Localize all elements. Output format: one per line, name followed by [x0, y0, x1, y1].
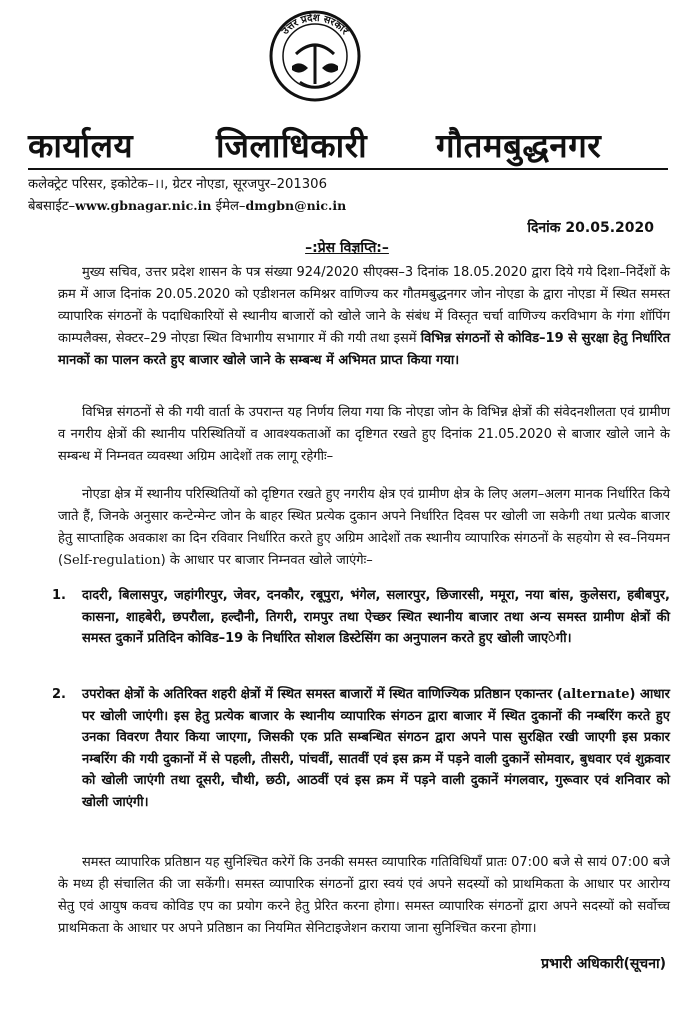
paragraph-1	[58, 262, 670, 372]
paragraph-3-text-b: ) के आधार पर बाजार निम्नवत खोले जाएंगेः–	[160, 553, 373, 568]
email-label: ईमेल–	[215, 199, 246, 214]
officer-title: जिलाधिकारी	[216, 126, 368, 165]
paragraph-3	[58, 484, 670, 572]
paragraph-3-english: Self-regulation	[63, 553, 161, 568]
header-divider	[28, 168, 668, 170]
press-release-title	[0, 238, 694, 257]
contact-line	[28, 196, 346, 214]
list-item-2-text-a: उपरोक्त क्षेत्रों के अतिरिक्त शहरी क्षेत्रों में स्थित समस्त बाजारों में स्थित वाणिज्यिक प्रतिष्ठान एकान्तर (	[82, 687, 563, 702]
press-release-title-text: –:प्रेस विज्ञप्ति:–	[305, 240, 389, 256]
office-title: कार्यालय	[28, 126, 134, 165]
office-address: कलेक्ट्रेट परिसर, इकोटेक–।।, ग्रेटर नोएडा, सूरजपुर–201306	[28, 177, 327, 192]
website-link[interactable]: www.gbnagar.nic.in	[75, 198, 212, 213]
list-item-2-text-b: ) आधार पर खोली जाएंगी। इस हेतु प्रत्येक बाजार के स्थानीय व्यापारिक संगठन द्वारा बाजार में स्थित दुकानों की नम्बरिंग करते हुए उनका विवरण तैयार किया जाएगा, जिसकी एक प्रति सम्बन्धित संगठन द्वारा अपने पास सुरक्षित रखी जाएगी इस प्रकार नम्बरिंग की गयी दुकानों में से पहली, तीसरी, पांचवीं, सातवीं एवं इस क्रम में पड़ने वाली दुकानें सोमवार, बुधवार एवं शुक्रवार को खोली जाएंगी तथा दूसरी, चौथी, छठी, आठवीं एवं इस क्रम में पड़ने वाली दुकानें मंगलवार, गुरूवार एवं शनिवार को खोली जाएंगी।	[82, 687, 670, 810]
list-item-2-text	[82, 684, 670, 813]
list-item-1-text: दादरी, बिलासपुर, जहांगीरपुर, जेवर, दनकौर, रबूपुरा, भंगेल, सलारपुर, छिजारसी, ममूरा, नया बांस, कुलेसरा, हबीबपुर, कासना, शाहबेरी, छपरौला, हल्दौनी, तिगरी, रामपुर तथा ऐच्छर स्थित स्थानीय बाजार तथा अन्य समस्त ग्रामीण क्षेत्रों की समस्त दुकानें प्रतिदिन कोविड–19 के निर्धारित सोशल डिस्टेसिंग का अनुपालन करते हुए खोली जाएेगी।	[82, 588, 670, 646]
district-title: गौतमबुद्धनगर	[436, 126, 602, 165]
list-item-2	[52, 684, 670, 813]
list-item-2-number: 2.	[52, 687, 66, 702]
up-government-emblem-icon	[256, 6, 374, 104]
paragraph-3-text-a: नोएडा क्षेत्र में स्थानीय परिस्थितियों को दृष्टिगत रखते हुए नगरीय क्षेत्र एवं ग्रामीण क्षेत्र के लिए अलग–अलग मानक निर्धारित किये जाते हैं, जिनके अनुसार कन्टेन्मेन्ट जोन के बाहर स्थित प्रत्येक दुकान अपने निर्धारित दिवस पर खोली जा सकेगी तथा प्रत्येक बाजार हेतु साप्ताहिक अवकाश का दिन रविवार निर्धारित करते हुए अग्रिम आदेशों तक स्थानीय व्यापारिक संगठनों के सहयोग से स्व–नियमन (	[58, 487, 670, 568]
paragraph-1-bold: विभिन्न संगठनों से कोविड–19 से सुरक्षा हेतु निर्धारित मानकों का पालन करते हुए बाजार खोले जाने के सम्बन्ध में अभिमत प्राप्त किया गया।	[58, 331, 670, 368]
signature-designation: प्रभारी अधिकारी(सूचना)	[541, 956, 666, 972]
paragraph-2: विभिन्न संगठनों से की गयी वार्ता के उपरान्त यह निर्णय लिया गया कि नोएडा जोन के विभिन्न क्षेत्रों की संवेदनशीलता एवं ग्रामीण व नगरीय क्षेत्रों की स्थानीय परिस्थितियों व आवश्यकताओं का दृष्टिगत रखते हुए दिनांक 21.05.2020 से बाजार खोले जाने के सम्बन्ध में निम्नवत व्यवस्था अग्रिम आदेशों तक लागू रहेगीः–	[58, 405, 670, 464]
website-label: बेबसाईट–	[28, 199, 76, 214]
paragraph-1-text: मुख्य सचिव, उत्तर प्रदेश शासन के पत्र संख्या 924/2020 सीएक्स–3 दिनांक 18.05.2020 द्वारा दिये गये दिशा–निर्देशों के क्रम में आज दिनांक 20.05.2020 को एडीशनल कमिश्नर वाणिज्य कर गौतमबुद्धनगर जोन नोएडा के द्वारा नोएडा में स्थित समस्त व्यापारिक संगठनों के पदाधिकारियों से स्थानीय बाजारों को खोले जाने के संबंध में विस्तृत चर्चा वाणिज्य करविभाग के गंगा शॉपिंग काम्पलैक्स, सेक्टर–29 नोएडा स्थित विभागीय सभागार में की गयी तथा इसमें	[58, 265, 670, 346]
list-item-1-number: 1.	[52, 588, 66, 603]
list-item-1	[52, 585, 670, 650]
list-item-2-english: alternate	[562, 687, 630, 702]
svg-text:उत्तर प्रदेश सरकार: उत्तर प्रदेश सरकार	[280, 12, 351, 37]
office-heading	[28, 108, 668, 168]
paragraph-4: समस्त व्यापारिक प्रतिष्ठान यह सुनिश्चित करेगें कि उनकी समस्त व्यापारिक गतिविधियॉं प्रातः 07:00 बजे से सायं 07:00 बजे के मध्य ही संचालित की जा सकेंगी। समस्त व्यापारिक संगठनों द्वारा स्वयं एवं अपने सदस्यों को प्राथमिकता के आधार पर आरोग्य सेतु एवं आयुष कवच कोविड एप का प्रयोग करने हेतु प्रेरित करना होगा। समस्त व्यापारिक संगठनों द्वारा अपने सदस्यों को सर्वोच्च प्राथमिकता के आधार पर अपने प्रतिष्ठान का नियमित सेनिटाइजेशन कराया जाना सुनिश्चित करना होगा।	[58, 855, 670, 936]
email-link[interactable]: dmgbn@nic.in	[245, 198, 347, 213]
release-date: दिनांक 20.05.2020	[527, 220, 654, 236]
